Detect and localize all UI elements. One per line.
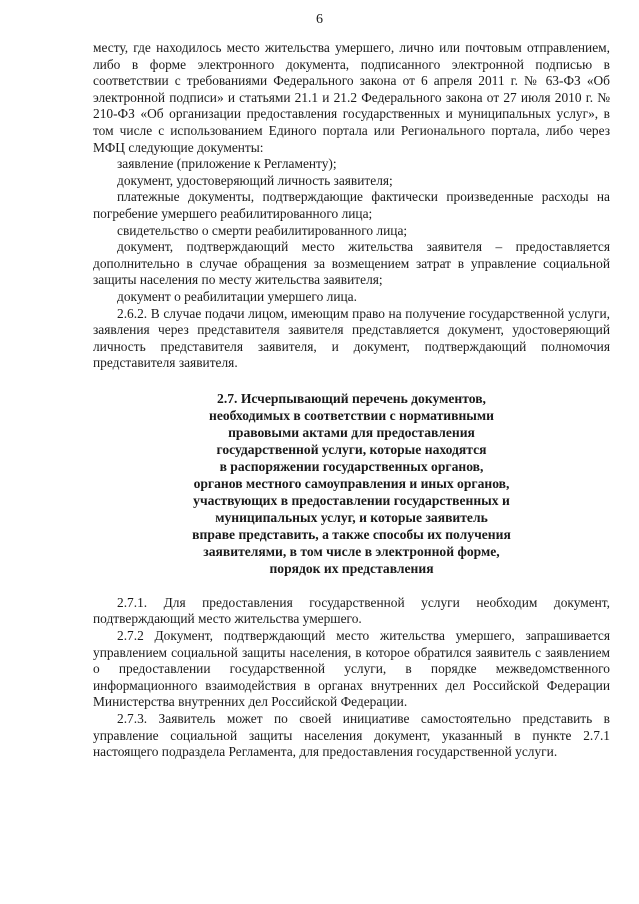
list-item: свидетельство о смерти реабилитированного лица; <box>117 222 408 238</box>
heading-line: государственной услуги, которые находятся <box>216 441 487 457</box>
heading-line: муниципальных услуг, и которые заявитель <box>215 509 488 525</box>
list-item: документ, удостоверяющий личность заявителя; <box>117 172 393 188</box>
list-item: документ о реабилитации умершего лица. <box>117 288 357 304</box>
section-heading <box>93 390 610 577</box>
bottom-paragraphs <box>93 595 610 761</box>
list-item: платежные документы, подтверждающие фактически произведенные расходы на погребение умершего реабилитированного лица; <box>93 189 610 221</box>
paragraph: месту, где находилось место жительства умершего, лично или почтовым отправлением, либо в форме электронного документа, подписанного электронной подписью в соответствии с требованиями Федерального закона от 6 апреля 2011 г. № 63-ФЗ «Об электронной подписи» и статьями 21.1 и 21.2 Федерального закона от 27 июля 2010 г. № 210-ФЗ «Об организации предоставления государственных и муниципальных услуг», в том числе с использованием Единого портала или Регионального портала, либо через МФЦ следующие документы: <box>93 40 610 155</box>
heading-line: правовыми актами для предоставления <box>228 424 475 440</box>
paragraph: 2.7.1. Для предоставления государственной услуги необходим документ, подтверждающий место жительства умершего. <box>93 594 610 627</box>
paragraph: 2.7.3. Заявитель может по своей инициативе самостоятельно представить в управление социальной защиты населения документ, указанный в пункте 2.7.1 настоящего подраздела Регламента, для предоставления государственной услуги. <box>93 711 610 760</box>
heading-line: органов местного самоуправления и иных органов, <box>193 475 510 491</box>
list-item: заявление (приложение к Регламенту); <box>117 156 337 172</box>
heading-line: порядок их представления <box>269 560 434 576</box>
paragraph: 2.7.2 Документ, подтверждающий место жительства умершего, запрашивается управлением социальной защиты населения, в которое обратился заявитель с заявлением о предоставлении государственной услуги, в порядке межведомственного информационного взаимодействия в органах внутренних дел Российской Федерации Министерства внутренних дел Российской Федерации. <box>93 628 610 710</box>
heading-line: необходимых в соответствии с нормативными <box>208 407 495 423</box>
heading-line: участвующих в предоставлении государственных и <box>193 492 510 508</box>
top-paragraphs <box>93 40 610 372</box>
heading-line: 2.7. Исчерпывающий перечень документов, <box>217 390 486 406</box>
paragraph: 2.6.2. В случае подачи лицом, имеющим право на получение государственной услуги, заявления через представителя заявителя представляется документ, удостоверяющий личность представителя заявителя, и документ, подтверждающий полномочия представителя заявителя. <box>93 305 610 371</box>
list-item: документ, подтверждающий место жительства заявителя – предоставляется дополнительно в случае обращения за возмещением затрат в управление социальной защиты населения по месту жительства заявителя; <box>93 239 610 288</box>
heading-line: вправе представить, а также способы их получения <box>192 526 511 542</box>
heading-line: в распоряжении государственных органов, <box>219 458 484 474</box>
heading-line: заявителями, в том числе в электронной форме, <box>203 543 500 559</box>
page-number: 6 <box>316 12 323 27</box>
document-body <box>93 40 610 761</box>
